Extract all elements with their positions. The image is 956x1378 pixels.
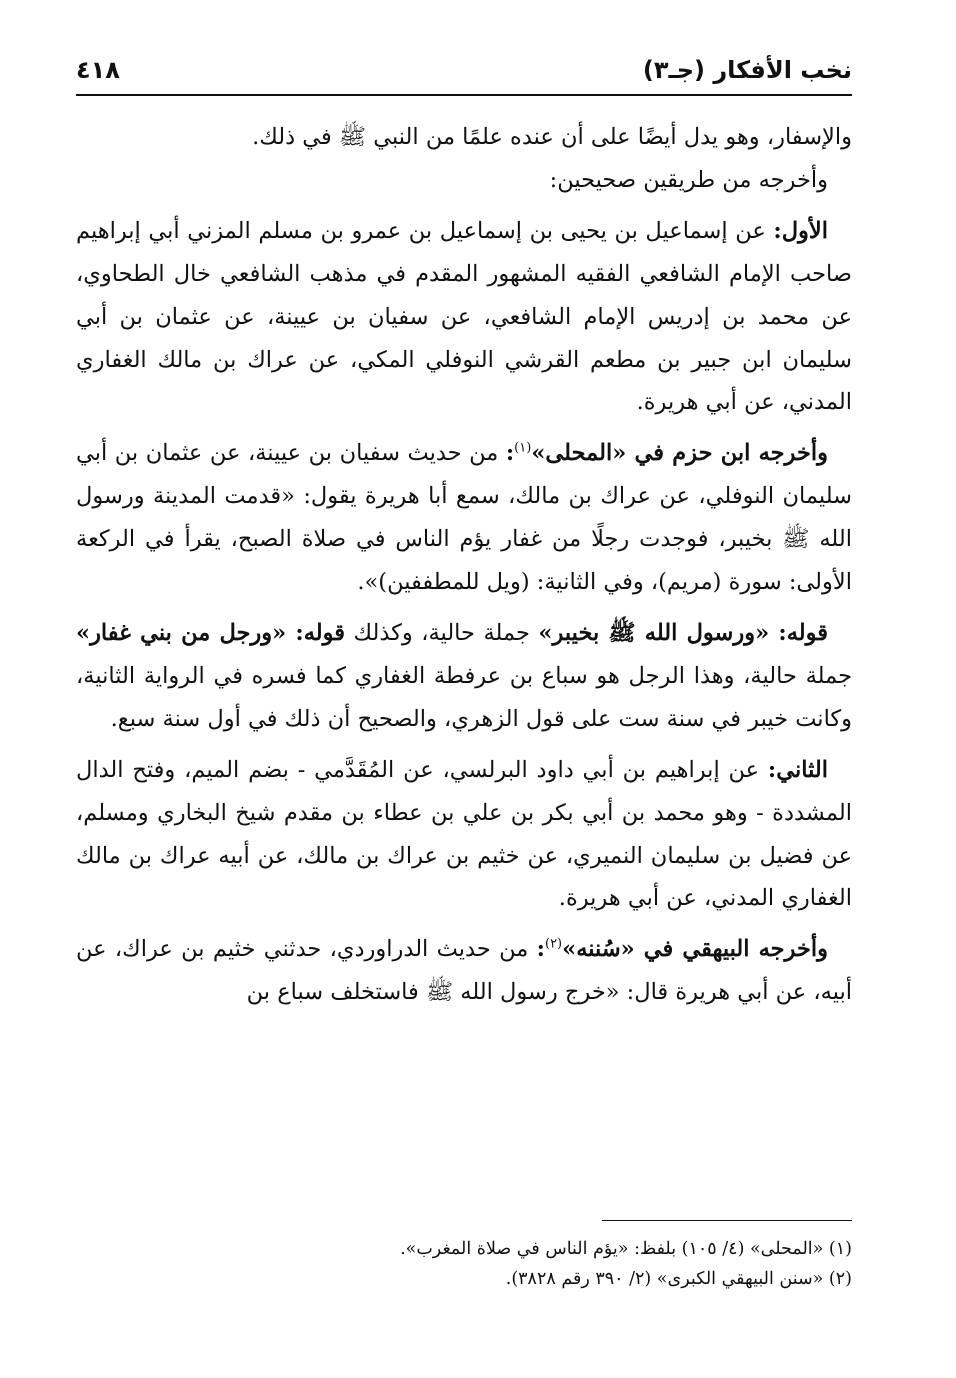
bayhaqi-text: من حديث الدراوردي، حدثني خثيم بن عراك، عن أبيه، عن أبي هريرة قال: «خرج رسول الله ﷺ فاستخلف سباع بن <box>76 936 852 1006</box>
bayhaqi-colon: : <box>536 936 545 963</box>
qawluhu-text: جملة حالية، وهذا الرجل هو سباع بن عرفطة الغفاري كما فسره في الرواية الثانية، وكانت خيبر في سنة ست على قول الزهري، والصحيح أن ذلك في أول سنة سبع. <box>76 662 852 732</box>
footnote-1: (١) «المحلى» (٤/ ١٠٥) بلفظ: «يؤم الناس في صلاة المغرب». <box>400 1239 852 1259</box>
footnote-rule <box>602 1220 852 1221</box>
main-text <box>76 116 852 1014</box>
first-chain-text: عن إسماعيل بن يحيى بن إسماعيل بن عمرو بن مسلم المزني أبي إبراهيم صاحب الإمام الشافعي الفقيه المشهور المقدم في مذهب الشافعي خال الطحاوي، عن محمد بن إدريس الإمام الشافعي، عن سفيان بن عيينة، عن عثمان بن أبي سليمان ابن جبير بن مطعم القرشي النوفلي المكي، عن عراك بن مالك الغفاري المدني، عن أبي هريرة. <box>76 217 852 416</box>
page-number: ٤١٨ <box>76 56 120 84</box>
paragraph-1: والإسفار، وهو يدل أيضًا على أن عنده علمًا من النبي ﷺ في ذلك. <box>252 124 852 150</box>
second-chain-heading: الثاني: <box>767 756 828 783</box>
paragraph-2: وأخرجه من طريقين صحيحين: <box>549 166 828 193</box>
ibn-hazm-text: من حديث سفيان بن عيينة، عن عثمان بن أبي سليمان النوفلي، عن عراك بن مالك، سمع أبا هريرة يقول: «قدمت المدينة ورسول الله ﷺ بخيبر، فوجدت رجلًا من غفار يؤم الناس في صلاة الصبح، يقرأ في الركعة الأولى: سورة (مريم)، وفي الثانية: (ويل للمطففين)». <box>76 440 852 596</box>
footnote-2: (٢) «سنن البيهقي الكبرى» (٢/ ٣٩٠ رقم ٣٨٢٨). <box>505 1269 852 1289</box>
paragraph-7 <box>76 928 852 1014</box>
qawluhu-heading-1: قوله: «ورسول الله ﷺ بخيبر» <box>538 619 828 646</box>
footnote-ref-1[interactable]: (١) <box>514 440 532 456</box>
paragraph-5 <box>76 612 852 741</box>
first-chain-heading: الأول: <box>773 217 829 244</box>
header-rule <box>76 94 852 96</box>
ibn-hazm-heading: وأخرجه ابن حزم في «المحلى» <box>531 440 828 467</box>
footnote-ref-2[interactable]: (٢) <box>544 936 563 952</box>
paragraph-3 <box>76 210 852 425</box>
paragraph-4 <box>76 432 852 604</box>
ibn-hazm-colon: : <box>505 440 515 467</box>
second-chain-text: عن إبراهيم بن أبي داود البرلسي، عن المُقَدَّمي - بضم الميم، وفتح الدال المشددة - وهو محمد بن أبي بكر بن علي بن عطاء بن مقدم شيخ البخاري ومسلم، عن فضيل بن سليمان النميري، عن خثيم بن عراك بن مالك، عن أبيه عراك بن مالك الغفاري المدني، عن أبي هريرة. <box>76 756 852 912</box>
qawluhu-mid-text: جملة حالية، وكذلك <box>345 619 539 646</box>
paragraph-6 <box>76 749 852 921</box>
running-header <box>76 50 852 90</box>
qawluhu-heading-2: قوله: «ورجل من بني غفار» <box>76 619 345 646</box>
bayhaqi-heading: وأخرجه البيهقي في «سُننه» <box>562 936 828 963</box>
footnotes <box>76 1234 852 1294</box>
running-title: نخب الأفكار (جـ٣) <box>642 56 852 84</box>
